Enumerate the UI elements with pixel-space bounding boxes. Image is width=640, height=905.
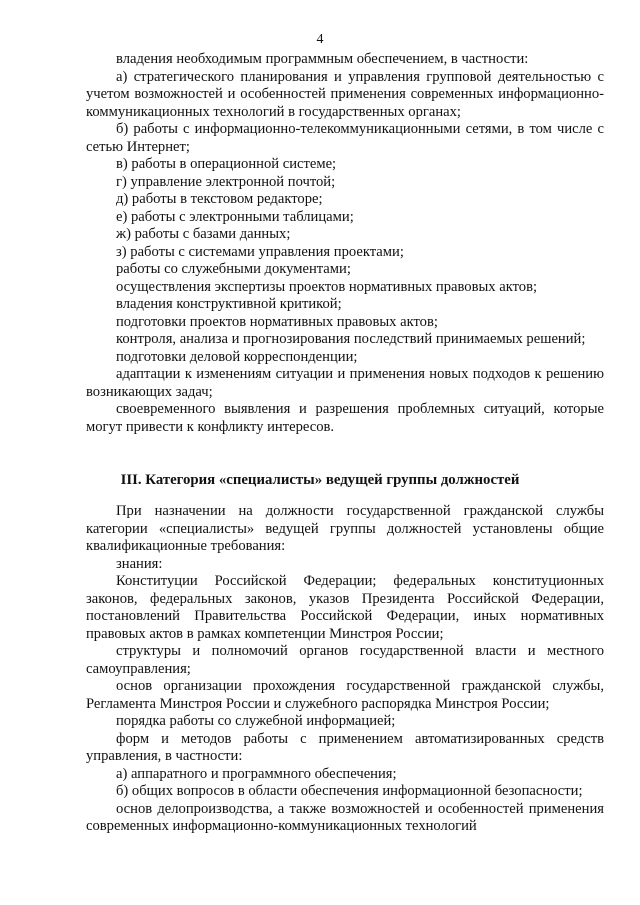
paragraph: При назначении на должности государственной гражданской службы категории «специалисты» ведущей группы должностей установлены общие квалификационные требования: — [86, 503, 604, 554]
paragraph: владения конструктивной критикой; — [116, 296, 342, 312]
paragraph: в) работы в операционной системе; — [116, 156, 337, 172]
page-number: 4 — [316, 32, 324, 47]
paragraph: основ организации прохождения государственной гражданской службы, Регламента Минстроя России и служебного распорядка Минстроя России; — [86, 678, 604, 712]
paragraph: б) общих вопросов в области обеспечения информационной безопасности; — [116, 783, 583, 799]
paragraph: г) управление электронной почтой; — [116, 173, 336, 190]
section-heading: III. Категория «специалисты» ведущей группы должностей — [120, 472, 520, 488]
paragraph: д) работы в текстовом редакторе; — [116, 191, 323, 207]
paragraph: своевременного выявления и разрешения проблемных ситуаций, которые могут привести к конфликту интересов. — [86, 401, 604, 435]
section-specialists — [86, 503, 604, 836]
paragraph: подготовки деловой корреспонденции; — [116, 348, 358, 365]
paragraph: адаптации к изменениям ситуации и применения новых подходов к решению возникающих задач; — [86, 366, 604, 400]
paragraph: подготовки проектов нормативных правовых актов; — [116, 313, 438, 330]
paragraph: работы со служебными документами; — [116, 261, 351, 277]
paragraph: основ делопроизводства, а также возможностей и особенностей применения современных информационно-коммуникационных технологий — [86, 800, 604, 834]
paragraph: а) стратегического планирования и управления групповой деятельностью с учетом возможностей и особенностей применения современных информационно-коммуникационных технологий в государственных органах; — [86, 68, 604, 120]
paragraph: форм и методов работы с применением автоматизированных средств управления, в частности: — [86, 730, 604, 764]
paragraph: порядка работы со служебной информацией; — [116, 713, 396, 729]
section-requirements-list — [86, 51, 604, 436]
paragraph: контроля, анализа и прогнозирования последствий принимаемых решений; — [116, 331, 586, 347]
paragraph: знания: — [116, 555, 163, 572]
paragraph: б) работы с информационно-телекоммуникационными сетями, в том числе с сетью Интернет; — [86, 121, 604, 155]
paragraph: Конституции Российской Федерации; федеральных конституционных законов, федеральных законов, указов Президента Российской Федерации, постановлений Правительства Российской Федерации, иных нормативных правовых актов в рамках компетенции Минстроя России; — [86, 573, 604, 642]
paragraph: а) аппаратного и программного обеспечения; — [116, 765, 397, 782]
paragraph: осуществления экспертизы проектов нормативных правовых актов; — [116, 278, 538, 295]
paragraph: з) работы с системами управления проектами; — [116, 243, 404, 260]
paragraph: ж) работы с базами данных; — [116, 226, 291, 242]
paragraph: е) работы с электронными таблицами; — [116, 208, 354, 225]
paragraph: структуры и полномочий органов государственной власти и местного самоуправления; — [86, 643, 604, 677]
paragraph: владения необходимым программным обеспечением, в частности: — [116, 51, 529, 67]
